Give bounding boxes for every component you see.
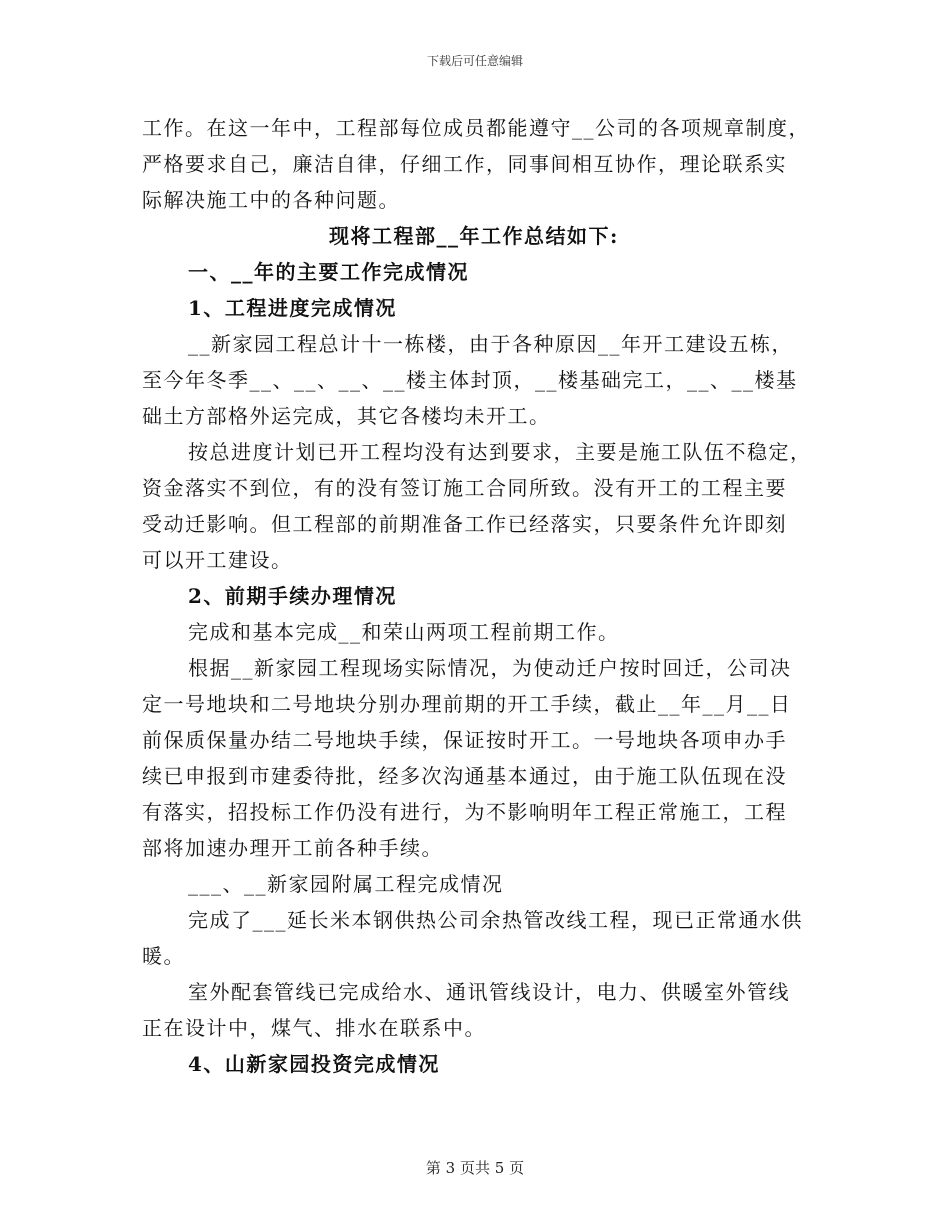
- paragraph-line: 际解决施工中的各种问题。: [142, 188, 400, 212]
- header-note: 下载后可任意编辑: [426, 54, 523, 68]
- paragraph-line: 可以开工建设。: [142, 548, 293, 572]
- paragraph-line: 受动迁影响。但工程部的前期准备工作已经落实，只要条件允许即刻: [142, 512, 787, 536]
- paragraph-line: 部将加速办理开工前各种手续。: [142, 836, 443, 860]
- paragraph-line: 至今年冬季__、__、__、__楼主体封顶，__楼基础完工，__、__楼基: [142, 368, 798, 392]
- paragraph-line: 正在设计中，煤气、排水在联系中。: [142, 1016, 486, 1040]
- page-number: 第 3 页共 5 页: [425, 1159, 525, 1177]
- paragraph-line: 暖。: [142, 944, 185, 968]
- subsection-heading-2: 2、前期手续办理情况: [188, 584, 397, 608]
- paragraph-line: 续已申报到市建委待批，经多次沟通基本通过，由于施工队伍现在没: [142, 764, 787, 788]
- paragraph-line: 定一号地块和二号地块分别办理前期的开工手续，截止__年__月__日: [142, 692, 792, 716]
- subsection-heading-4: 4、山新家园投资完成情况: [188, 1052, 440, 1076]
- summary-heading: 现将工程部__年工作总结如下:: [329, 224, 619, 248]
- subsection-heading-3: ___、__新家园附属工程完成情况: [188, 872, 504, 896]
- paragraph-line: __新家园工程总计十一栋楼，由于各种原因__年开工建设五栋，: [188, 332, 793, 356]
- paragraph-line: 有落实，招投标工作仍没有进行，为不影响明年工程正常施工，工程: [142, 800, 787, 824]
- paragraph-line: 室外配套管线已完成给水、通讯管线设计，电力、供暖室外管线: [188, 980, 790, 1004]
- paragraph-line: 资金落实不到位，有的没有签订施工合同所致。没有开工的工程主要: [142, 476, 787, 500]
- section-heading-1: 一、__年的主要工作完成情况: [188, 260, 469, 284]
- paragraph-line: 完成了___延长米本钢供热公司余热管改线工程，现已正常通水供: [188, 908, 803, 932]
- paragraph-line: 础土方部格外运完成，其它各楼均未开工。: [142, 404, 551, 428]
- paragraph-line: 根据__新家园工程现场实际情况，为使动迁户按时回迁，公司决: [188, 656, 792, 680]
- paragraph-line: 严格要求自己，廉洁自律，仔细工作，同事间相互协作，理论联系实: [142, 152, 787, 176]
- subsection-heading-1: 1、工程进度完成情况: [188, 296, 397, 320]
- paragraph-line: 按总进度计划已开工程均没有达到要求，主要是施工队伍不稳定，: [188, 440, 812, 464]
- paragraph-line: 前保质保量办结二号地块手续，保证按时开工。一号地块各项申办手: [142, 728, 787, 752]
- paragraph-line: 完成和基本完成__和荣山两项工程前期工作。: [188, 620, 620, 644]
- document-body: [142, 110, 812, 1082]
- paragraph-line: 工作。在这一年中，工程部每位成员都能遵守__公司的各项规章制度，: [142, 116, 810, 140]
